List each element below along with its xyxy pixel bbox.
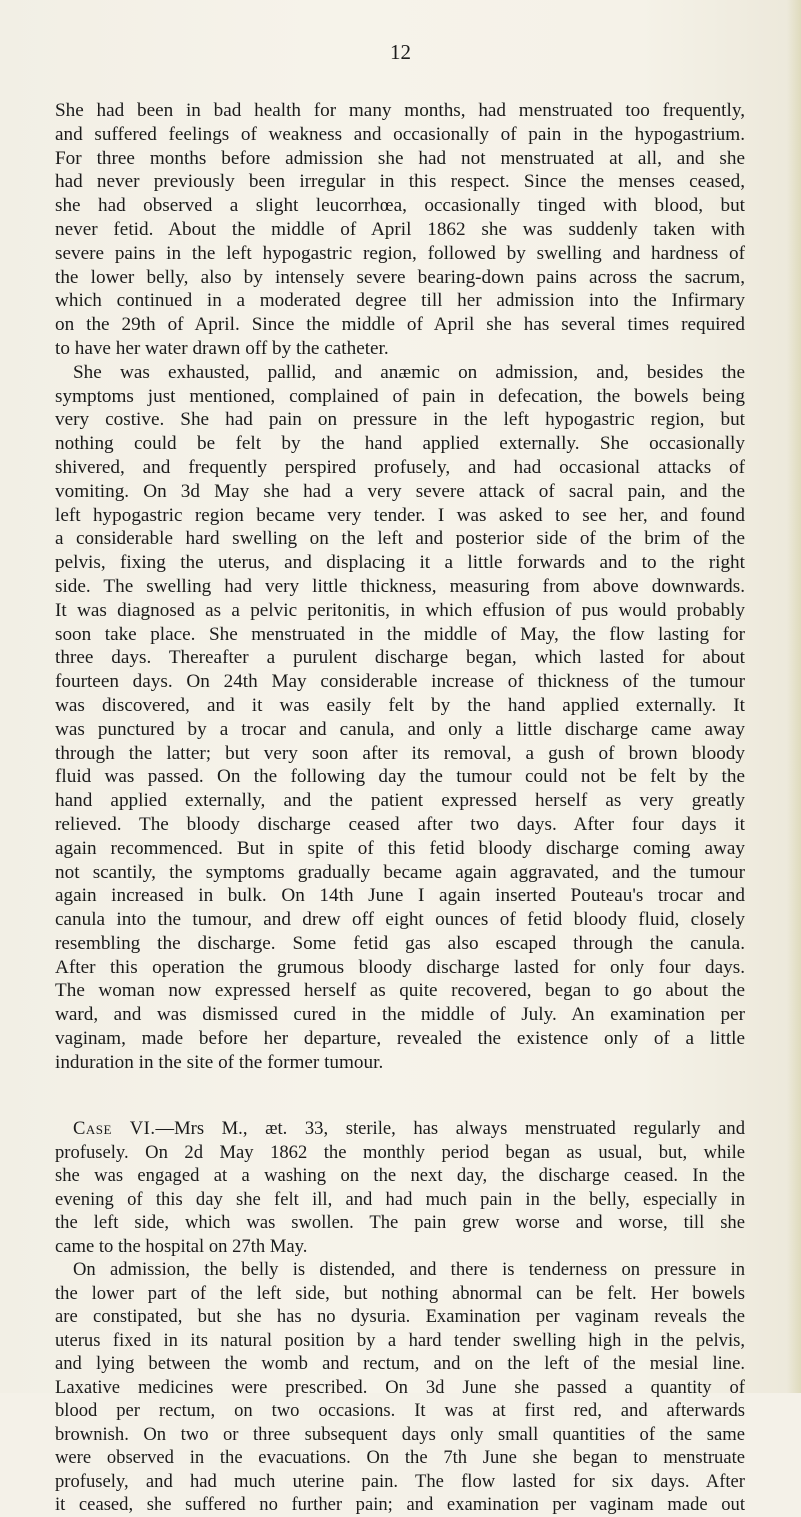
text-line: again increased in bulk. On 14th June I again inserted Pouteau's trocar and [55, 885, 745, 907]
text-line: profusely, and had much uterine pain. The flow lasted for six days. After [55, 1470, 745, 1492]
text-line: canula into the tumour, and drew off eight ounces of fetid bloody fluid, closely [55, 909, 745, 931]
text-line: never fetid. About the middle of April 1862 she was suddenly taken with [55, 218, 745, 240]
text-line: ward, and was dismissed cured in the middle of July. An examination per [55, 1004, 745, 1026]
text-line: and suffered feelings of weakness and occasionally of pain in the hypogastrium. [55, 123, 745, 145]
case-vi-first-line [55, 1117, 745, 1141]
text-line: On admission, the belly is distended, and there is tenderness on pressure in [73, 1259, 745, 1280]
text-line: were observed in the evacuations. On the 7th June she began to menstruate [55, 1447, 745, 1468]
text-line: came to the hospital on 27th May. [55, 1235, 308, 1257]
case-vi-section [55, 1117, 745, 1517]
text-line: are constipated, but she has no dysuria. Examination per vaginam reveals the [55, 1306, 745, 1327]
text-line: soon take place. She menstruated in the middle of May, the flow lasting for [55, 623, 745, 645]
text-line: fluid was passed. On the following day the tumour could not be felt by the [55, 766, 745, 788]
text-line: uterus fixed in its natural position by a hard tender swelling high in the pelvis, [55, 1329, 745, 1351]
text-line: She had been in bad health for many months, had menstruated too frequently, [55, 100, 745, 121]
text-line: which continued in a moderated degree till her admission into the Infirmary [55, 290, 745, 312]
text-line: shivered, and frequently perspired profusely, and had occasional attacks of [55, 456, 745, 478]
text-line: the left side, which was swollen. The pain grew worse and worse, till she [55, 1212, 745, 1233]
text-line: she had observed a slight leucorrhœa, occasionally tinged with blood, but [55, 195, 745, 217]
case-v-continuation [55, 99, 745, 1075]
text-line: fourteen days. On 24th May considerable increase of thickness of the tumour [55, 671, 745, 693]
text-line: After this operation the grumous bloody discharge lasted for only four days. [55, 956, 745, 978]
text-line: induration in the site of the former tumour. [55, 1051, 384, 1073]
text-line: It was diagnosed as a pelvic peritonitis, in which effusion of pus would probably [55, 599, 745, 621]
text-line: severe pains in the left hypogastric region, followed by swelling and hardness of [55, 242, 745, 264]
text-line: through the latter; but very soon after its removal, a gush of brown bloody [55, 742, 745, 764]
text-line: a considerable hard swelling on the left and posterior side of the brim of the [55, 528, 745, 550]
text-line: brownish. On two or three subsequent days only small quantities of the same [55, 1423, 745, 1445]
text-line: blood per rectum, on two occasions. It was at first red, and afterwards [55, 1400, 745, 1421]
text-line: —Mrs M., æt. 33, sterile, has always menstruated regularly and [155, 1118, 745, 1139]
text-line: she was engaged at a washing on the next day, the discharge ceased. In the [55, 1165, 745, 1186]
text-line: The woman now expressed herself as quite recovered, began to go about the [55, 980, 745, 1002]
page-number: 12 [390, 40, 411, 64]
text-line: left hypogastric region became very tender. I was asked to see her, and found [55, 504, 745, 526]
text-line: vomiting. On 3d May she had a very severe attack of sacral pain, and the [55, 480, 745, 502]
page-edge-shadow [787, 0, 801, 1393]
text-line: very costive. She had pain on pressure in the left hypogastric region, but [55, 409, 745, 431]
text-line: and lying between the womb and rectum, and on the left of the mesial line. [55, 1353, 745, 1374]
text-line: it ceased, she suffered no further pain; and examination per vaginam made out [55, 1494, 745, 1515]
text-line: For three months before admission she had not menstruated at all, and she [55, 147, 745, 169]
text-line: symptoms just mentioned, complained of pain in defecation, the bowels being [55, 385, 745, 407]
text-line: the lower belly, also by intensely severe bearing-down pains across the sacrum, [55, 266, 745, 288]
text-line: nothing could be felt by the hand applied externally. She occasionally [55, 433, 745, 455]
text-line: relieved. The bloody discharge ceased after two days. After four days it [55, 813, 745, 835]
text-line: not scantily, the symptoms gradually became again aggravated, and the tumour [55, 861, 745, 883]
text-line: pelvis, fixing the uterus, and displacing it a little forwards and to the right [55, 552, 745, 574]
text-line: hand applied externally, and the patient expressed herself as very greatly [55, 790, 745, 812]
text-line: evening of this day she felt ill, and had much pain in the belly, especially in [55, 1188, 745, 1210]
text-line: to have her water drawn off by the catheter. [55, 337, 389, 359]
text-line: the lower part of the left side, but nothing abnormal can be felt. Her bowels [55, 1282, 745, 1304]
text-line: was punctured by a trocar and canula, and only a little discharge came away [55, 718, 745, 740]
text-line: had never previously been irregular in this respect. Since the menses ceased, [55, 171, 745, 193]
text-line: three days. Thereafter a purulent discharge began, which lasted for about [55, 647, 745, 669]
text-line: Laxative medicines were prescribed. On 3d June she passed a quantity of [55, 1376, 745, 1398]
text-line: was discovered, and it was easily felt by the hand applied externally. It [55, 694, 745, 716]
text-line: again recommenced. But in spite of this fetid bloody discharge coming away [55, 837, 745, 859]
text-line: She was exhausted, pallid, and anæmic on admission, and, besides the [73, 361, 745, 383]
text-line: profusely. On 2d May 1862 the monthly period began as usual, but, while [55, 1141, 745, 1163]
text-line: resembling the discharge. Some fetid gas also escaped through the canula. [55, 932, 745, 954]
text-line: on the 29th of April. Since the middle of April she has several times required [55, 314, 745, 336]
text-line: side. The swelling had very little thickness, measuring from above downwards. [55, 575, 745, 597]
case-heading: Case VI. [73, 1118, 156, 1139]
text-line: vaginam, made before her departure, revealed the existence only of a little [55, 1028, 745, 1050]
